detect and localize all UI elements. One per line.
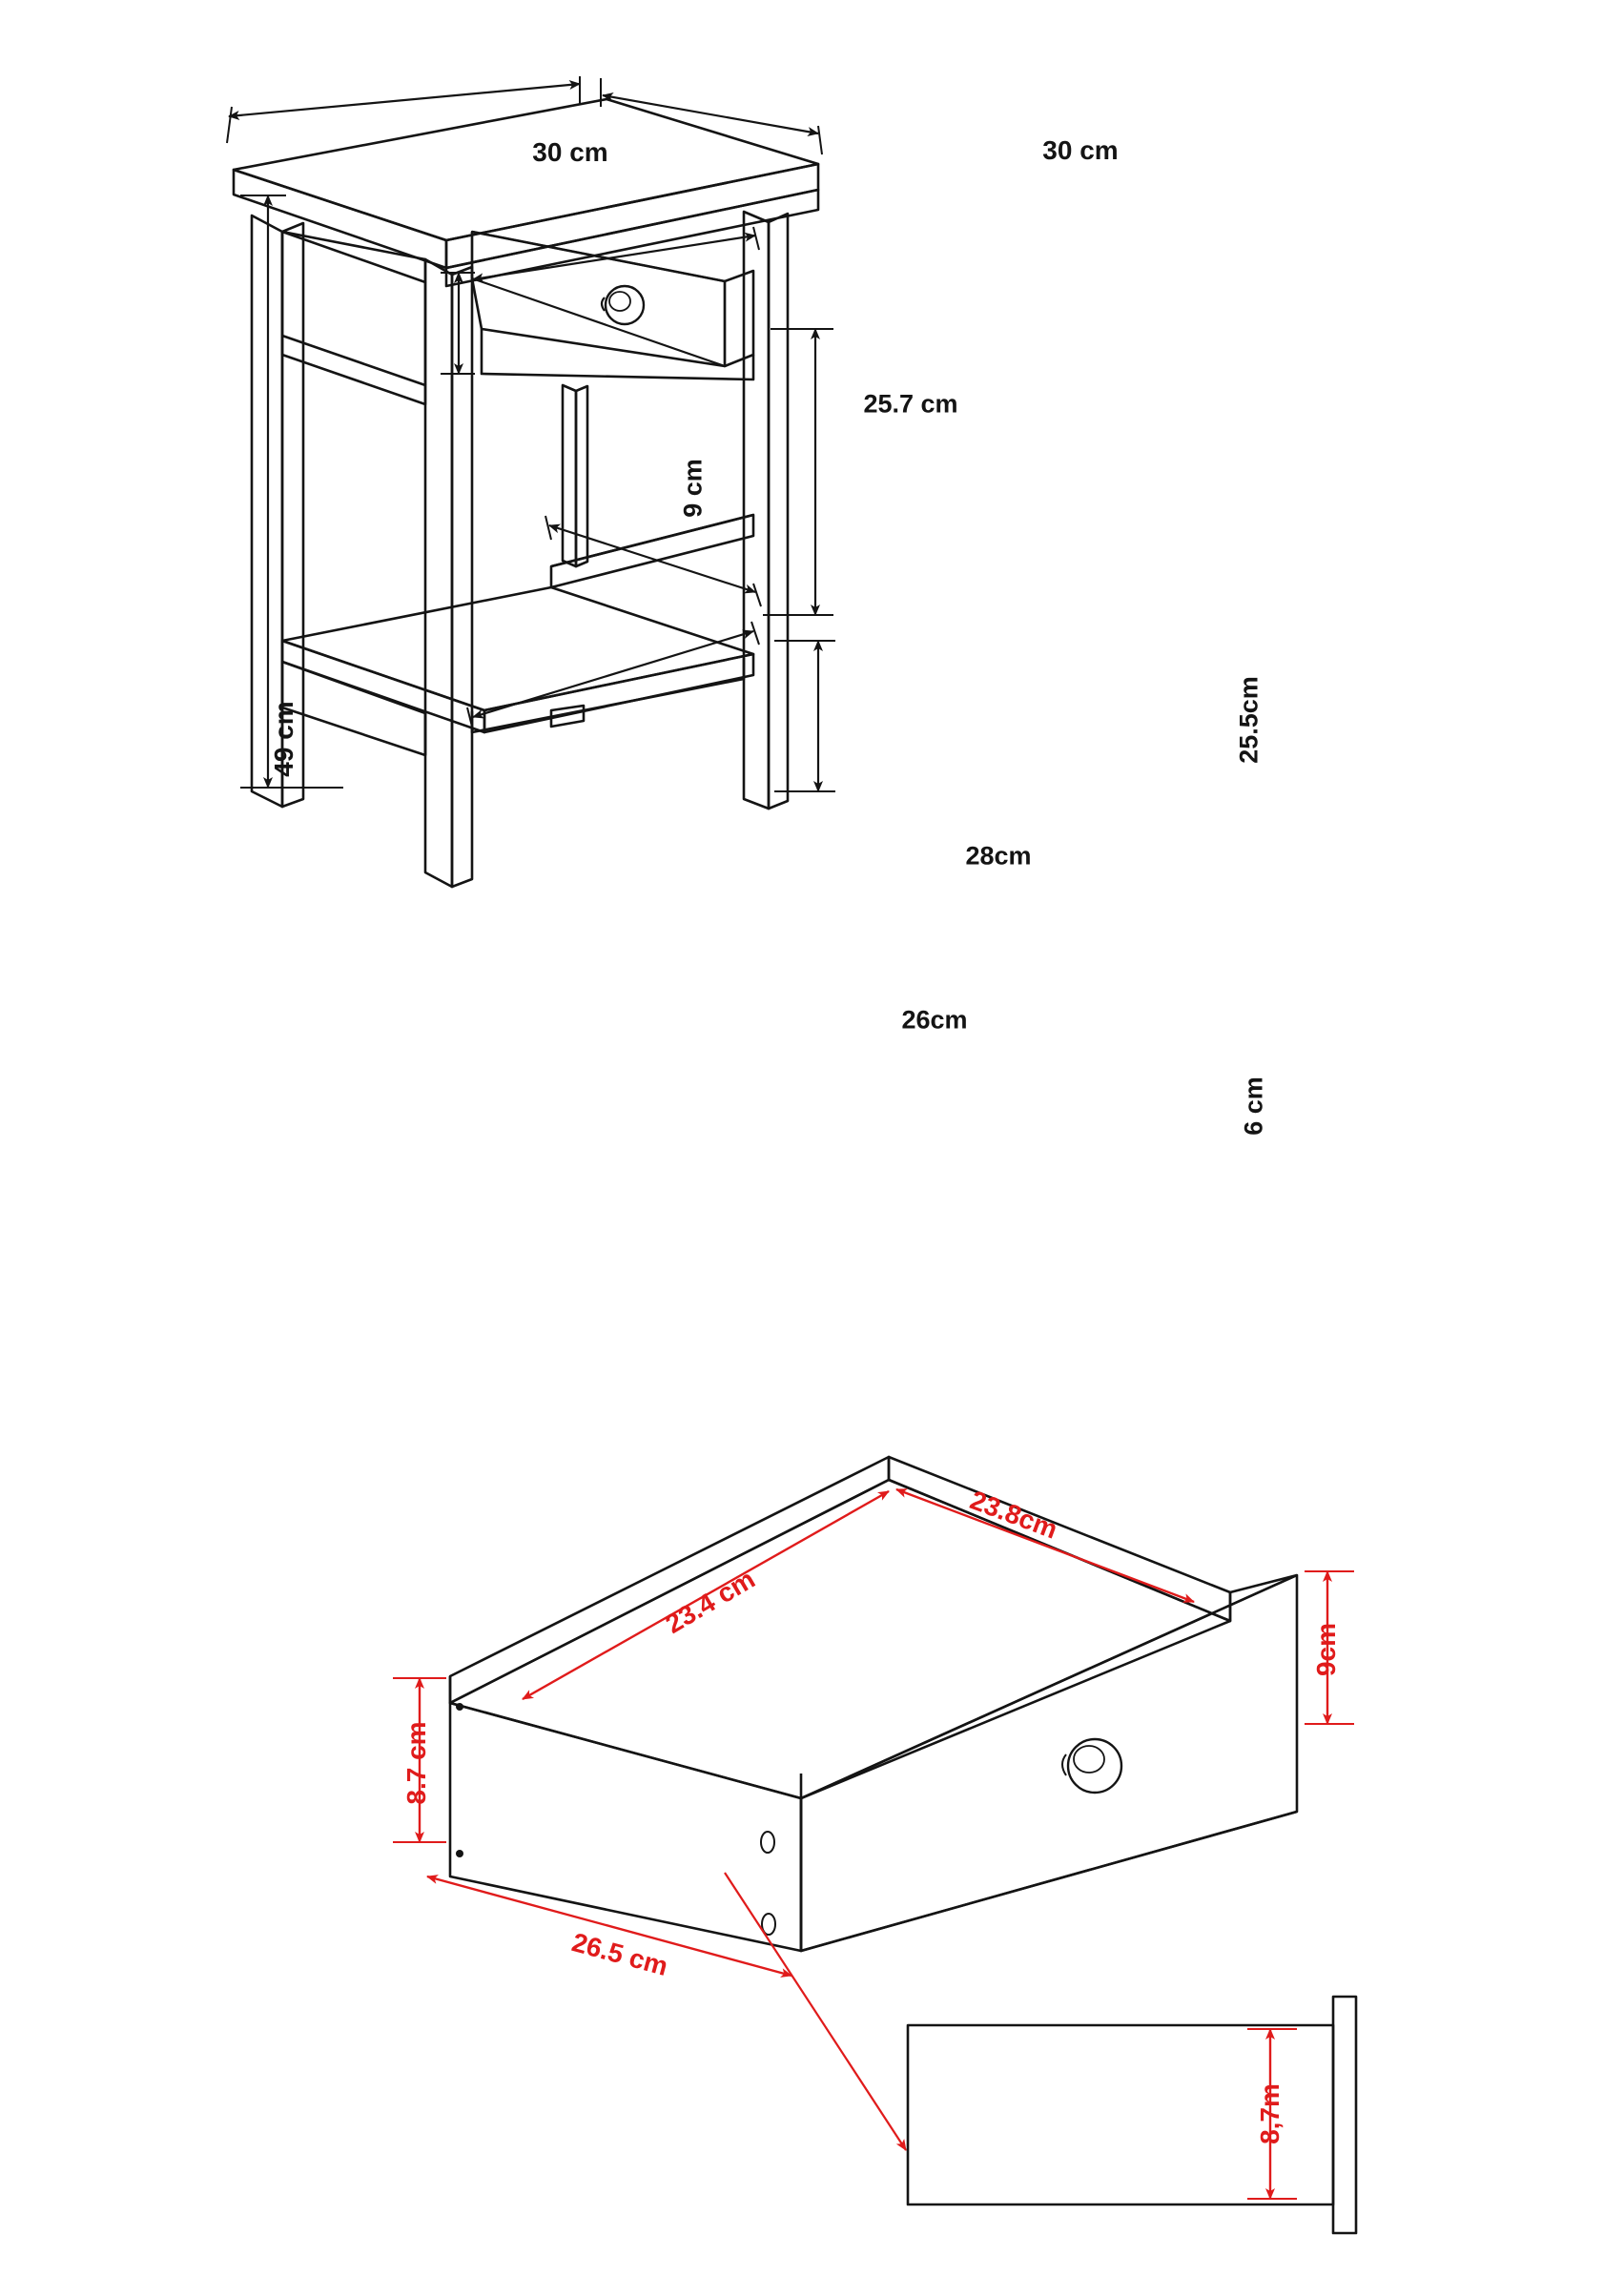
screw-hole-2	[456, 1850, 463, 1857]
dim-top-width-line	[229, 84, 580, 116]
dim-label-box-len-left: 23.4 cm	[660, 1564, 760, 1639]
centre-post-side	[576, 386, 587, 566]
view-drawer-front-side	[908, 1997, 1356, 2233]
dim-label-box-side-h: 8.7 cm	[401, 1721, 431, 1805]
dim-shelf-upper-ext-right	[753, 584, 761, 606]
leg-front-centre	[425, 259, 452, 887]
dim-label-height: 49 cm	[269, 701, 298, 777]
dim-drawer-width-ext	[753, 227, 759, 250]
drawer-knob-shadow	[602, 297, 605, 311]
view-drawer-box	[450, 1457, 1297, 1951]
drawer-side-hole-1	[761, 1832, 774, 1853]
drawer-front-left-join	[472, 278, 482, 329]
dim-box-len-right-line	[896, 1485, 1194, 1602]
dim-label-shelf-upper: 28cm	[965, 841, 1032, 871]
dim-label-box-outer-len: 26.5 cm	[568, 1927, 671, 1981]
drawer-knob	[606, 286, 644, 324]
dim-shelf-upper-ext-left	[545, 516, 551, 540]
dim-label-box-len-right: 23.8cm	[966, 1485, 1062, 1545]
shelf-side-edge	[484, 654, 753, 732]
dim-top-depth-line	[603, 95, 818, 133]
view-nightstand-isometric	[234, 99, 818, 887]
dim-label-leg-height: 6 cm	[1239, 1076, 1268, 1136]
dim-label-top-depth: 30 cm	[1042, 135, 1119, 165]
drawer-box-knob-highlight	[1074, 1746, 1104, 1773]
drawer-front-panel	[801, 1575, 1297, 1951]
dim-label-box-front-h: 9cm	[1311, 1622, 1341, 1677]
drawer-front-bottom-edge	[801, 1812, 1297, 1951]
drawer-front-side-face	[1333, 1997, 1356, 2233]
table-top-surface	[234, 99, 818, 240]
dim-shelf-lower-ext-right	[751, 622, 759, 645]
centre-post	[563, 385, 576, 566]
drawer-front-edge	[725, 271, 753, 366]
drawer-rail-bottom	[482, 329, 753, 379]
table-top-side-edge	[446, 164, 818, 268]
drawer-knob-highlight	[609, 292, 630, 311]
drawer-front-top-edge	[801, 1575, 1297, 1798]
dim-label-drawer-height: 9 cm	[678, 459, 708, 518]
dim-label-drawer-width: 25.7 cm	[863, 389, 958, 419]
dim-label-mid-height: 25.5cm	[1234, 676, 1264, 764]
dim-drawer-width-line	[473, 236, 755, 279]
dim-label-top-width: 30 cm	[532, 137, 608, 167]
drawer-bottom-line	[482, 329, 725, 366]
dim-box-outer-len-leader	[725, 1873, 906, 2150]
bottom-stretcher	[472, 658, 744, 732]
drawer-bottom-inside	[450, 1480, 1230, 1798]
screw-hole-1	[456, 1703, 463, 1711]
leg-rear-right-side	[769, 214, 788, 809]
drawer-box-knob-shadow	[1062, 1754, 1066, 1775]
shelf-back-rail	[551, 515, 753, 587]
dim-label-front-panel-h: 8,7m	[1255, 2083, 1285, 2144]
dim-top-depth-ext-right	[818, 126, 822, 154]
dimensions-view2	[393, 1485, 1354, 2150]
leg-rear-right	[744, 212, 769, 809]
dim-top-width-ext-left	[227, 107, 232, 143]
drawer-back-rim	[450, 1457, 889, 1703]
leg-front-centre-side	[452, 267, 472, 887]
dim-label-shelf-lower: 26cm	[901, 1005, 968, 1035]
